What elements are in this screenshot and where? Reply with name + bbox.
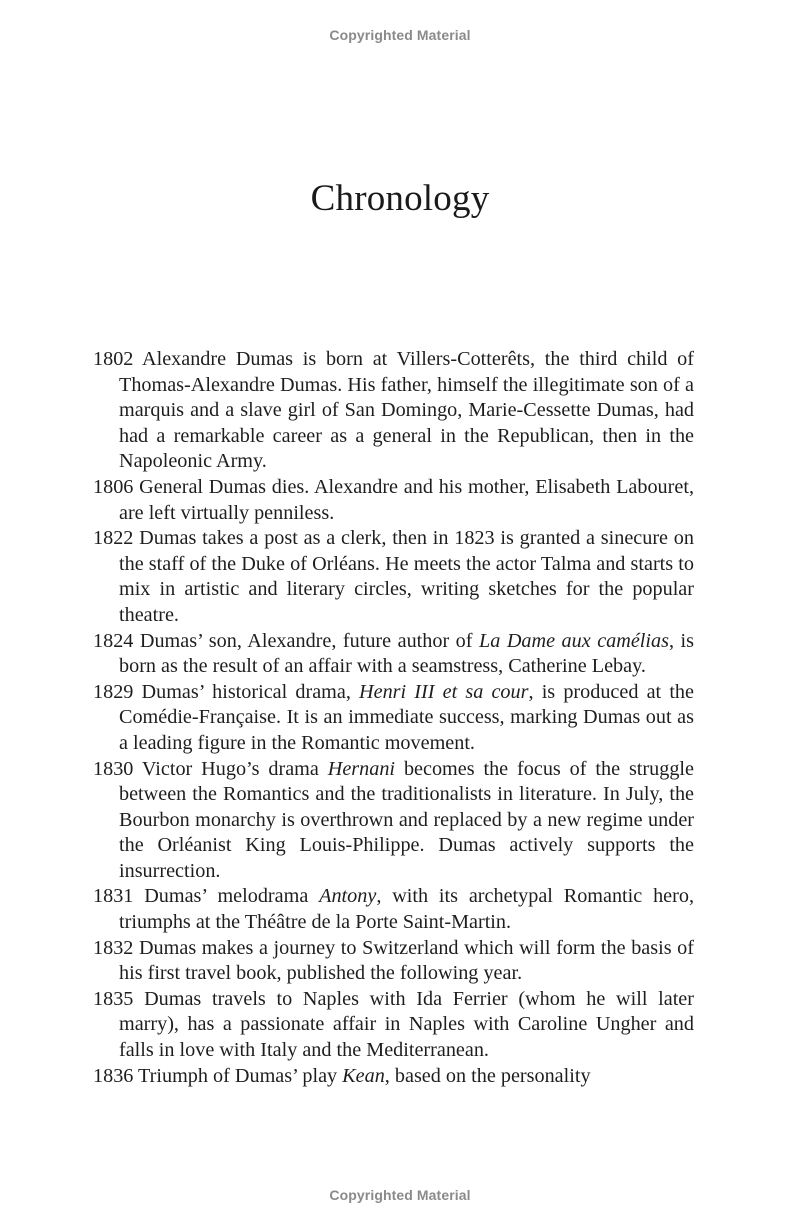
entry-text: Triumph of Dumas’ play [133,1064,343,1087]
chronology-entry [93,936,694,987]
page-title: Chronology [310,177,490,219]
entry-year: 1830 [93,757,134,780]
entry-year: 1829 [93,680,134,703]
entry-text: General Dumas dies. Alexandre and his mother, Elisabeth Labouret, are left virtually penniless. [119,475,694,524]
chronology-entry [93,629,694,680]
chronology-entry [93,680,694,757]
chronology-entry [93,347,694,475]
entry-year: 1822 [93,527,134,550]
chronology-entry [93,757,694,885]
entry-text: , is born as the result of an affair with a seamstress, Catherine Lebay. [119,629,695,678]
entry-text: Dumas’ melodrama [133,885,320,908]
entry-text: Dumas’ son, Alexandre, future author of [133,629,480,652]
work-title: Henri III et sa cour [359,680,529,703]
entry-year: 1831 [93,885,134,908]
entry-text: Victor Hugo’s drama [133,757,328,780]
entry-text: Dumas travels to Naples with Ida Ferrier (whom he will later marry), has a passionate affair in Naples with Caroline Ungher and falls in love with Italy and the Mediterranean. [119,987,694,1062]
entry-text: , is produced at the Comédie-Française. It is an immediate success, marking Dumas out as a leading figure in the Romantic movement. [119,680,694,754]
entry-year: 1832 [93,936,134,959]
chronology-entry [93,475,694,526]
entry-year: 1835 [93,987,134,1010]
chronology-entry [93,884,694,935]
entry-year: 1802 [93,348,134,370]
copyright-watermark-bottom: Copyrighted Material [329,1187,471,1203]
entry-text: becomes the focus of the struggle between the Romantics and the traditionalists in literature. In July, the Bourbon monarchy is overthrown and replaced by a new regime under the Orléanist King Louis-Philippe. Dumas actively supports the insurrection. [119,757,694,882]
entry-text: Dumas’ historical drama, [133,680,360,703]
entry-year: 1824 [93,629,134,652]
work-title: Kean [342,1064,385,1087]
work-title: La Dame aux camélias [479,629,669,652]
entry-year: 1806 [93,475,134,498]
work-title: Antony [319,885,377,908]
work-title: Hernani [327,757,396,780]
entry-text: Alexandre Dumas is born at Villers-Cotterêts, the third child of Thomas-Alexandre Dumas. His father, himself the illegitimate son of a marquis and a slave girl of San Domingo, Marie-Cessette Dumas, had had a remarkable career as a general in the Republican, then in the Napoleonic Army. [119,348,694,473]
entry-text: Dumas makes a journey to Switzerland which will form the basis of his first travel book, published the following year. [119,936,694,985]
entry-year: 1836 [93,1064,134,1087]
chronology-entry [93,987,694,1064]
entry-text: Dumas takes a post as a clerk, then in 1823 is granted a sinecure on the staff of the Duke of Orléans. He meets the actor Talma and starts to mix in artistic and literary circles, writing sketches for the popular theatre. [119,527,694,626]
chronology-entry [93,1064,694,1090]
chronology-list [93,347,694,1089]
entry-text: , based on the personality [384,1064,591,1087]
chronology-entry [93,526,694,628]
entry-text: , with its archetypal Romantic hero, triumphs at the Théâtre de la Porte Saint-Martin. [119,885,694,934]
copyright-watermark-top: Copyrighted Material [329,27,471,43]
